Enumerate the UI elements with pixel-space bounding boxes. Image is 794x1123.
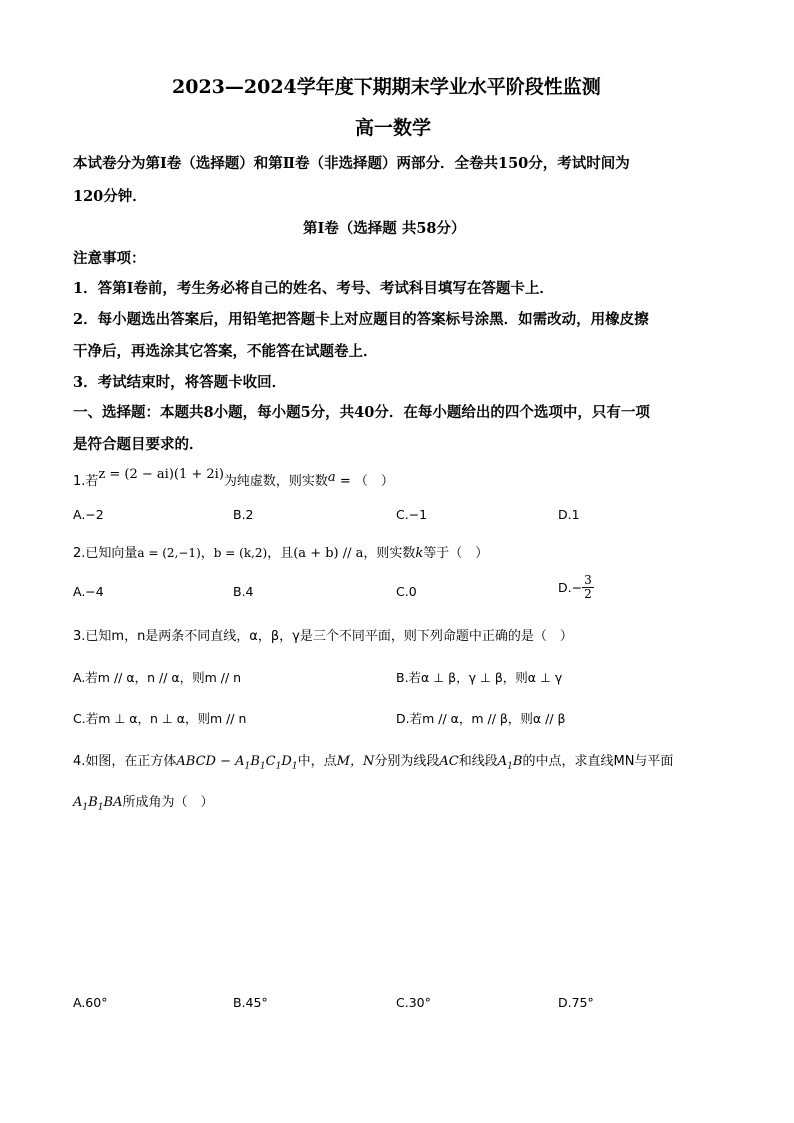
q2-suffix: ，则实数 bbox=[363, 546, 416, 561]
q4-cube: ABCD − $A_1B_1C_1D_1$ bbox=[176, 754, 298, 772]
question-3: 3.已知m，n是两条不同直线，α，β，γ是三个不同平面，则下列命题中正确的是（ ） bbox=[73, 629, 573, 644]
notes-heading: 注意事项： bbox=[73, 250, 146, 267]
q4-option-a: A.60° bbox=[73, 995, 108, 1010]
intro-line-2: 120分钟． bbox=[73, 188, 147, 205]
q2-formula-a: a = (2,−1) bbox=[137, 546, 201, 560]
q4-mid: 中，点 bbox=[297, 754, 337, 769]
intro-line-1: 本试卷分为第Ⅰ卷（选择题）和第Ⅱ卷（非选择题）两部分．全卷共150分，考试时间为 bbox=[73, 155, 630, 172]
q2-option-d-numerator: 3 bbox=[584, 573, 592, 587]
q4-plane: $A_1B_1BA$ bbox=[73, 795, 123, 813]
q1-tail-var: a bbox=[327, 470, 336, 485]
q2-option-d bbox=[558, 574, 594, 601]
question-1 bbox=[73, 467, 394, 489]
q4-option-d: D.75° bbox=[558, 995, 594, 1010]
q2-option-d-prefix: D.− bbox=[558, 580, 583, 595]
notes-item-3: 3．考试结束时，将答题卡收回． bbox=[73, 374, 287, 391]
q2-formula-b: b = (k,2) bbox=[213, 546, 268, 560]
q4-prefix: 4.如图，在正方体 bbox=[73, 754, 177, 769]
q2-option-d-fraction bbox=[582, 574, 594, 601]
q4-seg-ac: AC bbox=[439, 754, 459, 769]
q1-option-b: B.2 bbox=[233, 507, 254, 522]
q4-mid2: 分别为线段 bbox=[374, 754, 440, 769]
q4-seg-a1b: $A_1B$ bbox=[497, 754, 523, 772]
q3-option-a: A.若m // α，n // α，则m // n bbox=[73, 670, 242, 685]
q4-option-c: C.30° bbox=[396, 995, 431, 1010]
q1-tail: = （ ） bbox=[335, 474, 394, 489]
q3-option-b: B.若α ⊥ β，γ ⊥ β，则α ⊥ γ bbox=[396, 670, 563, 685]
q3-option-d: D.若m // α，m // β，则α // β bbox=[396, 711, 566, 726]
q4-mid3: 和线段 bbox=[458, 754, 498, 769]
q3-option-c: C.若m ⊥ α，n ⊥ α，则m // n bbox=[73, 711, 247, 726]
notes-item-2-line-2: 干净后，再选涂其它答案，不能答在试题卷上． bbox=[73, 343, 378, 360]
q1-option-d: D.1 bbox=[558, 507, 580, 522]
q4-figure-area bbox=[73, 810, 713, 980]
q2-mid: ，且 bbox=[267, 546, 294, 561]
part1-heading: 第Ⅰ卷（选择题 共58分） bbox=[303, 220, 466, 237]
q2-option-c: C.0 bbox=[396, 584, 417, 599]
q2-option-d-denominator: 2 bbox=[584, 587, 592, 601]
q2-tail: 等于（ ） bbox=[423, 546, 489, 561]
question-2: 2.已知向量a = (2,−1)，b = (k,2)，且(a + b) // a，则实数k等于（ ） bbox=[73, 546, 489, 561]
q1-option-a: A.−2 bbox=[73, 507, 104, 522]
q1-formula: z = (2 − ai)(1 + 2i) bbox=[98, 467, 224, 482]
q4-points: M，N bbox=[336, 754, 375, 769]
notes-item-1: 1．答第Ⅰ卷前，考生务必将自己的姓名、考号、考试科目填写在答题卡上． bbox=[73, 280, 554, 297]
q4-option-b: B.45° bbox=[233, 995, 268, 1010]
q2-formula-parallel: (a + b) // a bbox=[293, 546, 364, 561]
q2-var-k: k bbox=[415, 546, 424, 561]
q1-option-c: C.−1 bbox=[396, 507, 428, 522]
exam-subtitle: 高一数学 bbox=[355, 117, 432, 139]
section1-line-1: 一、选择题：本题共8小题，每小题5分，共40分．在每小题给出的四个选项中，只有一项 bbox=[73, 404, 650, 421]
q2-option-b: B.4 bbox=[233, 584, 254, 599]
q2-prefix: 2.已知向量 bbox=[73, 546, 138, 561]
q4-line2-suffix: 所成角为（ ） bbox=[122, 795, 214, 810]
q2-option-a: A.−4 bbox=[73, 584, 104, 599]
notes-item-2-line-1: 2．每小题选出答案后，用铅笔把答题卡上对应题目的答案标号涂黑．如需改动，用橡皮擦 bbox=[73, 311, 649, 328]
q1-prefix: 1.若 bbox=[73, 474, 99, 489]
q1-suffix: 为纯虚数，则实数 bbox=[223, 474, 328, 489]
exam-title: 2023—2024学年度下期期末学业水平阶段性监测 bbox=[172, 76, 601, 98]
q4-suffix: 的中点，求直线MN与平面 bbox=[522, 754, 674, 769]
question-4-line-1 bbox=[73, 750, 673, 772]
section1-line-2: 是符合题目要求的． bbox=[73, 436, 204, 453]
